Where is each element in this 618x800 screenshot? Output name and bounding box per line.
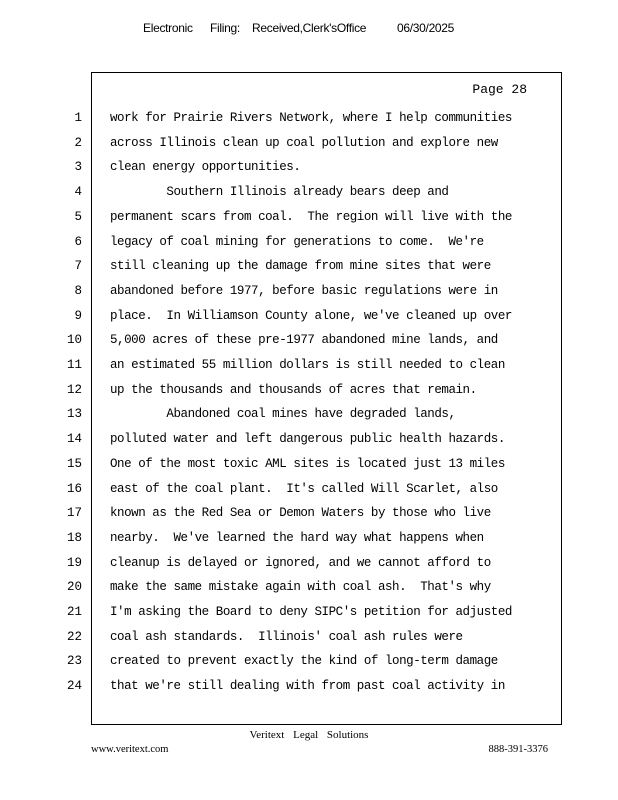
transcript-line <box>0 279 618 304</box>
line-number: 21 <box>66 605 82 619</box>
line-text: up the thousands and thousands of acres that remain. <box>110 382 477 397</box>
line-number: 16 <box>66 481 82 496</box>
transcript-line <box>0 254 618 279</box>
transcript-line <box>0 353 618 378</box>
transcript-line <box>0 131 618 156</box>
line-number: 22 <box>66 629 82 644</box>
line-text: nearby. We've learned the hard way what happens when <box>110 530 484 545</box>
stamp-received: Received,Clerk'sOffice <box>252 21 367 35</box>
line-number: 24 <box>66 679 82 694</box>
line-text: across Illinois clean up coal pollution and explore new <box>110 135 498 150</box>
line-number: 2 <box>74 135 82 150</box>
line-text: One of the most toxic AML sites is located just 13 miles <box>110 456 505 471</box>
transcript-line <box>0 575 618 600</box>
transcript-line <box>0 205 618 230</box>
line-number: 14 <box>66 432 82 447</box>
line-number: 9 <box>74 308 82 323</box>
transcript-line <box>0 328 618 353</box>
line-text: clean energy opportunities. <box>110 160 301 175</box>
line-number: 4 <box>74 185 82 200</box>
transcript-line <box>0 155 618 180</box>
line-text: polluted water and left dangerous public health hazards. <box>110 432 505 447</box>
transcript-line <box>0 180 618 205</box>
line-number: 17 <box>66 506 82 521</box>
line-text: place. In Williamson County alone, we've cleaned up over <box>110 308 512 323</box>
line-number: 18 <box>66 530 82 545</box>
line-number: 8 <box>74 283 82 298</box>
transcript-line <box>0 452 618 477</box>
transcript-line <box>0 106 618 131</box>
transcript-line <box>0 625 618 650</box>
transcript-line <box>0 304 618 329</box>
line-text: coal ash standards. Illinois' coal ash rules were <box>110 629 463 644</box>
page-number: Page 28 <box>472 82 527 97</box>
line-text: abandoned before 1977, before basic regulations were in <box>110 283 498 298</box>
transcript-line <box>0 427 618 452</box>
line-text: Abandoned coal mines have degraded lands, <box>110 407 456 422</box>
line-text: legacy of coal mining for generations to come. We're <box>110 234 484 249</box>
transcript-line <box>0 674 618 699</box>
line-text: 5,000 acres of these pre-1977 abandoned mine lands, and <box>110 333 498 348</box>
line-text: an estimated 55 million dollars is still needed to clean <box>110 358 505 372</box>
transcript-line <box>0 402 618 427</box>
footer-website: www.veritext.com <box>91 744 169 755</box>
stamp-date: 06/30/2025 <box>397 21 455 35</box>
line-text: work for Prairie Rivers Network, where I help communities <box>110 111 512 125</box>
line-text: make the same mistake again with coal ash. That's why <box>110 580 491 595</box>
stamp-electronic: Electronic <box>143 21 193 35</box>
line-text: created to prevent exactly the kind of long-term damage <box>110 654 498 669</box>
transcript-line <box>0 649 618 674</box>
line-number: 3 <box>74 160 82 175</box>
line-text: Southern Illinois already bears deep and <box>110 185 449 200</box>
transcript-line <box>0 230 618 255</box>
line-text: cleanup is delayed or ignored, and we cannot afford to <box>110 555 491 570</box>
transcript-line <box>0 378 618 403</box>
line-text: known as the Red Sea or Demon Waters by those who live <box>110 506 491 521</box>
transcript-line <box>0 600 618 625</box>
line-number: 15 <box>66 456 82 471</box>
transcript-line <box>0 551 618 576</box>
line-number: 1 <box>74 111 82 125</box>
transcript-line <box>0 477 618 502</box>
transcript-line <box>0 501 618 526</box>
line-text: still cleaning up the damage from mine sites that were <box>110 259 491 274</box>
transcript-line <box>0 526 618 551</box>
footer-phone: 888-391-3376 <box>488 744 548 755</box>
line-number: 19 <box>66 555 82 570</box>
line-number: 20 <box>66 580 82 595</box>
line-text: permanent scars from coal. The region will live with the <box>110 209 512 224</box>
line-text: I'm asking the Board to deny SIPC's petition for adjusted <box>110 605 512 619</box>
line-number: 10 <box>66 333 82 348</box>
line-number: 7 <box>74 259 82 274</box>
line-text: east of the coal plant. It's called Will Scarlet, also <box>110 481 498 496</box>
line-number: 11 <box>66 358 82 372</box>
line-number: 12 <box>66 382 82 397</box>
line-number: 6 <box>74 234 82 249</box>
line-text: that we're still dealing with from past coal activity in <box>110 679 505 694</box>
line-number: 23 <box>66 654 82 669</box>
footer-company: Veritext Legal Solutions <box>249 729 369 741</box>
stamp-filing: Filing: <box>210 21 240 35</box>
line-number: 5 <box>74 209 82 224</box>
line-number: 13 <box>66 407 82 422</box>
